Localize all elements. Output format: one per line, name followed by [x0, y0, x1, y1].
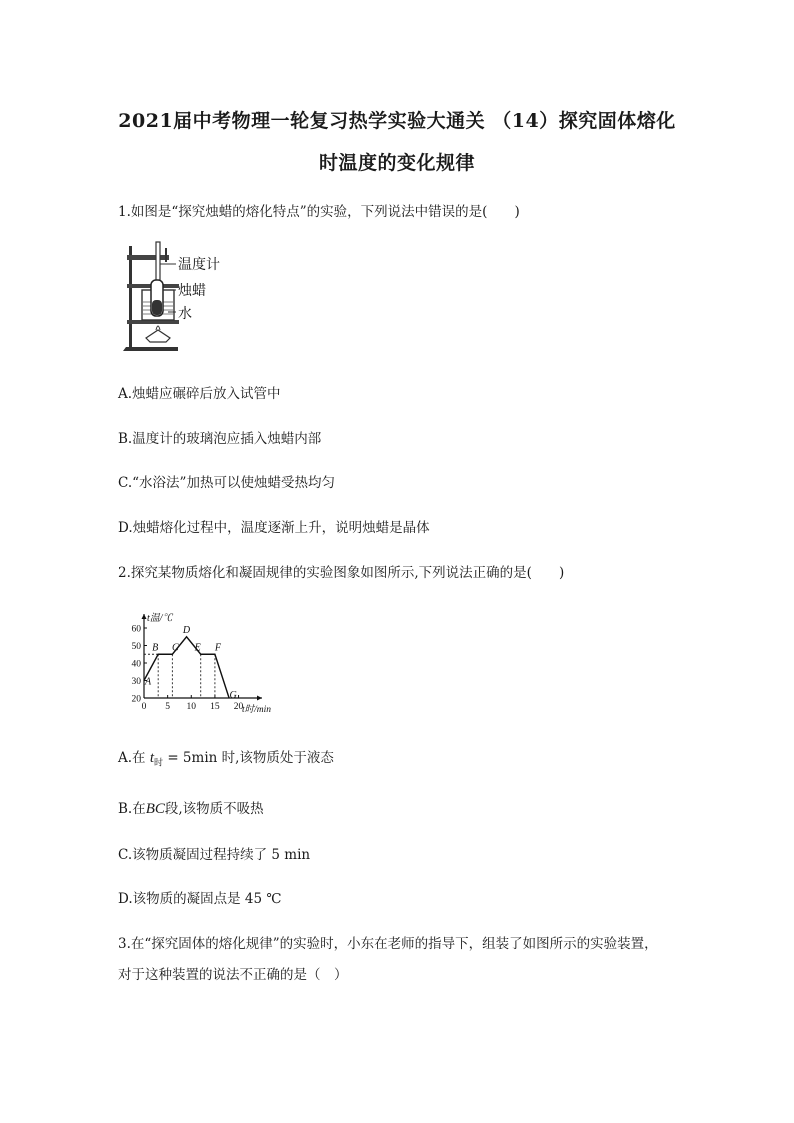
y-tick-label: 60: [131, 624, 141, 635]
q1-stem: 1.如图是“探究烛蜡的熔化特点”的实验，下列说法中错误的是( ): [118, 204, 520, 220]
point-label-E: E: [194, 642, 201, 654]
x-tick-label: 5: [165, 702, 171, 712]
x-tick-label: 20: [233, 702, 244, 712]
y-tick-label: 50: [131, 642, 141, 652]
q3-stem-line2: 对于这种装置的说法不正确的是（ ）: [118, 967, 348, 983]
x-axis-arrow: [257, 696, 262, 701]
q2-option-a-prefix: A.在: [118, 750, 146, 766]
q2-option-c: C.该物质凝固过程持续了 5 min: [118, 847, 311, 863]
label-wax: 烛蜡: [178, 283, 206, 299]
doc-title-line2: 时温度的变化规律: [318, 152, 475, 174]
point-label-F: F: [214, 642, 221, 654]
y-tick-label: 30: [131, 677, 141, 687]
x-tick-label: 0: [141, 702, 147, 712]
q2-option-d: D.该物质的凝固点是 45 ℃: [118, 891, 282, 907]
point-label-G: G: [229, 690, 237, 701]
x-tick-label: 15: [210, 702, 220, 712]
q1-option-c: C.“水浴法”加热可以使烛蜡受热均匀: [118, 475, 335, 491]
y-axis-label: t温/℃: [147, 613, 173, 624]
q1-option-d: D.烛蜡熔化过程中，温度逐渐上升，说明烛蜡是晶体: [118, 520, 430, 536]
q1-option-a: A.烛蜡应碾碎后放入试管中: [118, 386, 281, 402]
q2-option-a: [118, 746, 334, 769]
x-axis-label: t时/min: [242, 705, 272, 714]
q2-temperature-chart: [124, 608, 274, 714]
q2-option-b-prefix: B.在: [118, 801, 146, 817]
q3-stem-line1: 3.在“探究固体的熔化规律”的实验时，小东在老师的指导下，组装了如图所示的实验装置，: [118, 936, 658, 952]
q2-option-a-sub: 时: [154, 758, 164, 769]
q2-option-a-suffix: = 5min 时,该物质处于液态: [167, 750, 334, 766]
y-tick-label: 40: [131, 659, 141, 670]
point-label-C: C: [172, 642, 179, 654]
point-label-D: D: [182, 624, 191, 636]
doc-title-line1: 2021届中考物理一轮复习热学实验大通关 （14）探究固体熔化: [118, 110, 676, 132]
y-tick-label: 20: [131, 694, 141, 705]
q2-option-b-var: BC: [145, 801, 165, 817]
label-water: 水: [178, 306, 192, 322]
point-label-A: A: [144, 676, 152, 688]
x-tick-label: 10: [186, 702, 197, 712]
point-label-B: B: [152, 642, 159, 654]
y-axis-arrow: [142, 614, 147, 619]
q1-option-b: B.温度计的玻璃泡应插入烛蜡内部: [118, 431, 322, 447]
q2-stem: 2.探究某物质熔化和凝固规律的实验图象如图所示,下列说法正确的是( ): [118, 565, 565, 581]
q2-option-b: [118, 797, 264, 818]
label-thermometer: 温度计: [178, 257, 220, 273]
q1-apparatus-figure: [118, 238, 258, 358]
q2-option-a-var: t: [149, 750, 155, 766]
q2-option-b-suffix: 段,该物质不吸热: [164, 801, 264, 817]
